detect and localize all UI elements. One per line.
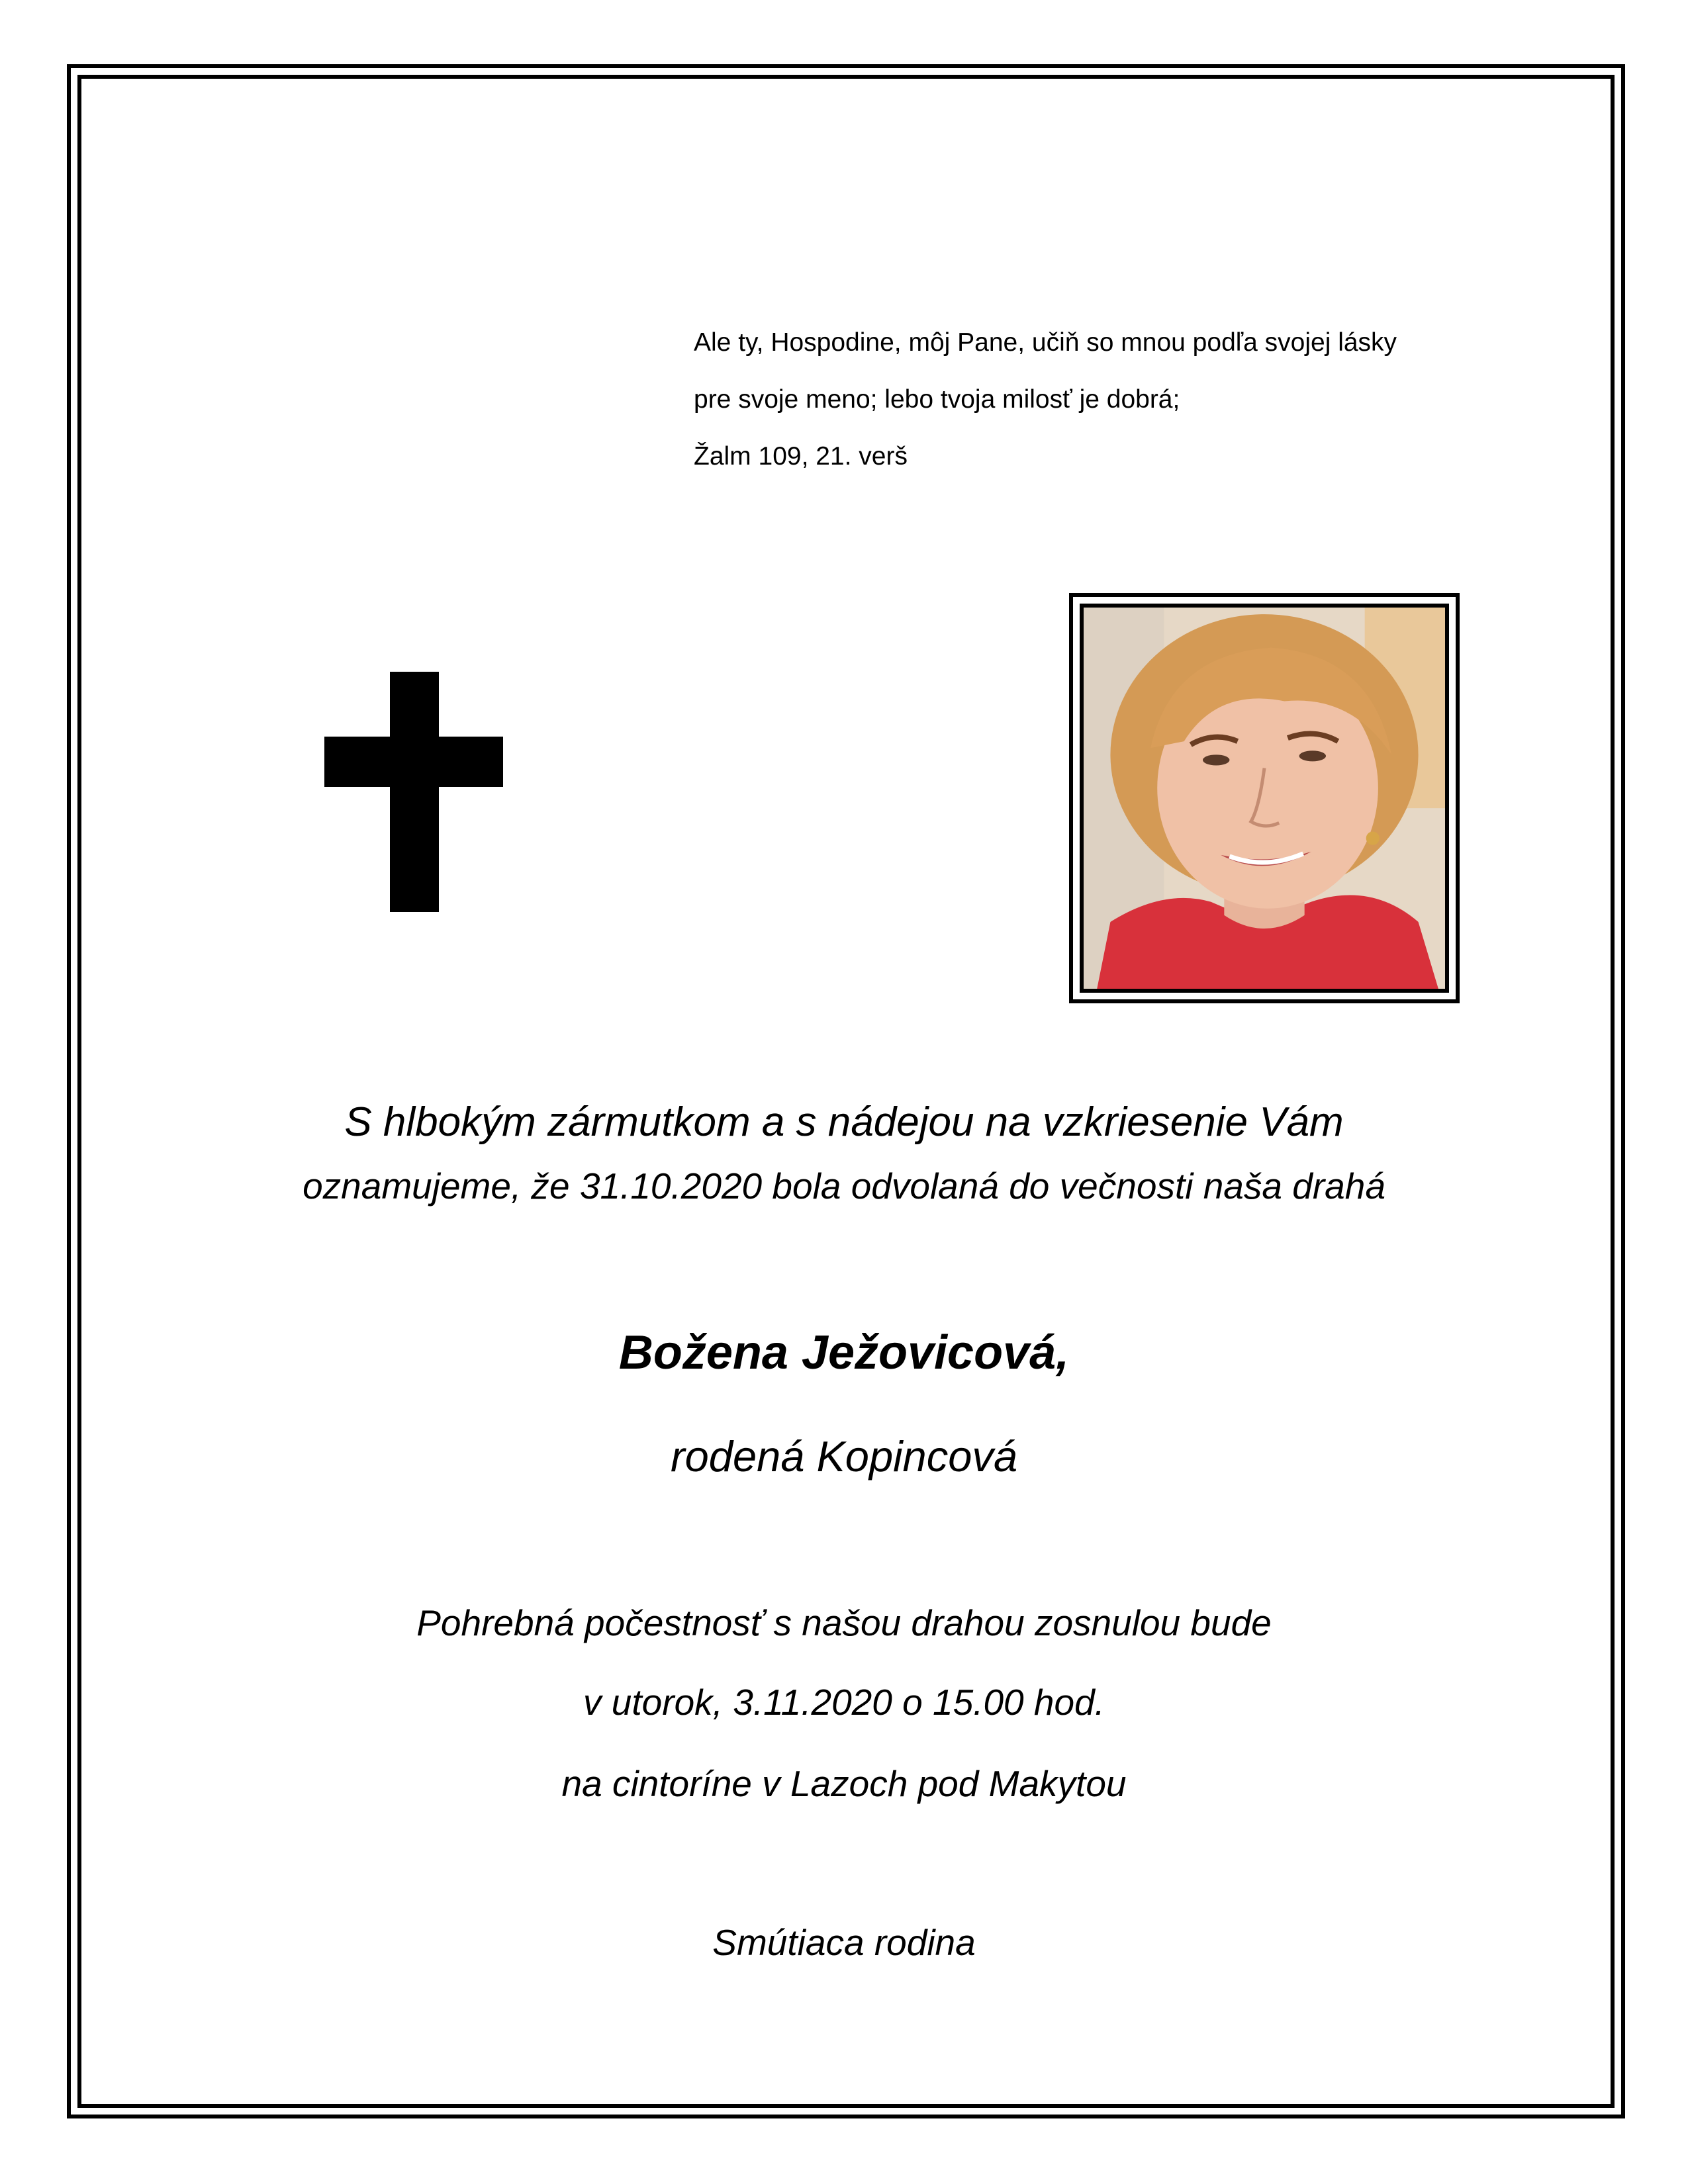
cross-horizontal-bar (324, 737, 503, 787)
verse-reference: Žalm 109, 21. verš (694, 442, 908, 471)
signature: Smútiaca rodina (712, 1922, 976, 1963)
announcement-line-2: oznamujeme, že 31.10.2020 bola odvolaná do večnosti naša drahá (303, 1165, 1385, 1206)
portrait-photo (1084, 608, 1445, 989)
funeral-line-3: na cintoríne v Lazoch pod Makytou (561, 1763, 1127, 1804)
cross-icon (324, 672, 503, 912)
cross-vertical-bar (390, 672, 439, 912)
verse-line-2: pre svoje meno; lebo tvoja milosť je dobrá; (694, 385, 1180, 414)
verse-line-1: Ale ty, Hospodine, môj Pane, učiň so mnou podľa svojej lásky (694, 328, 1397, 357)
deceased-maiden-name: rodená Kopincová (671, 1432, 1017, 1480)
portrait-frame-inner (1080, 604, 1449, 993)
portrait-frame (1069, 593, 1460, 1003)
funeral-line-2: v utorok, 3.11.2020 o 15.00 hod. (583, 1682, 1105, 1723)
funeral-line-1: Pohrebná počestnosť s našou drahou zosnulou bude (416, 1602, 1272, 1643)
deceased-name: Božena Ježovicová, (618, 1326, 1070, 1379)
portrait-illustration (1084, 608, 1445, 989)
psalm-verse (694, 314, 1554, 485)
announcement-line-1: S hlbokým zármutkom a s nádejou na vzkriesenie Vám (344, 1099, 1344, 1145)
